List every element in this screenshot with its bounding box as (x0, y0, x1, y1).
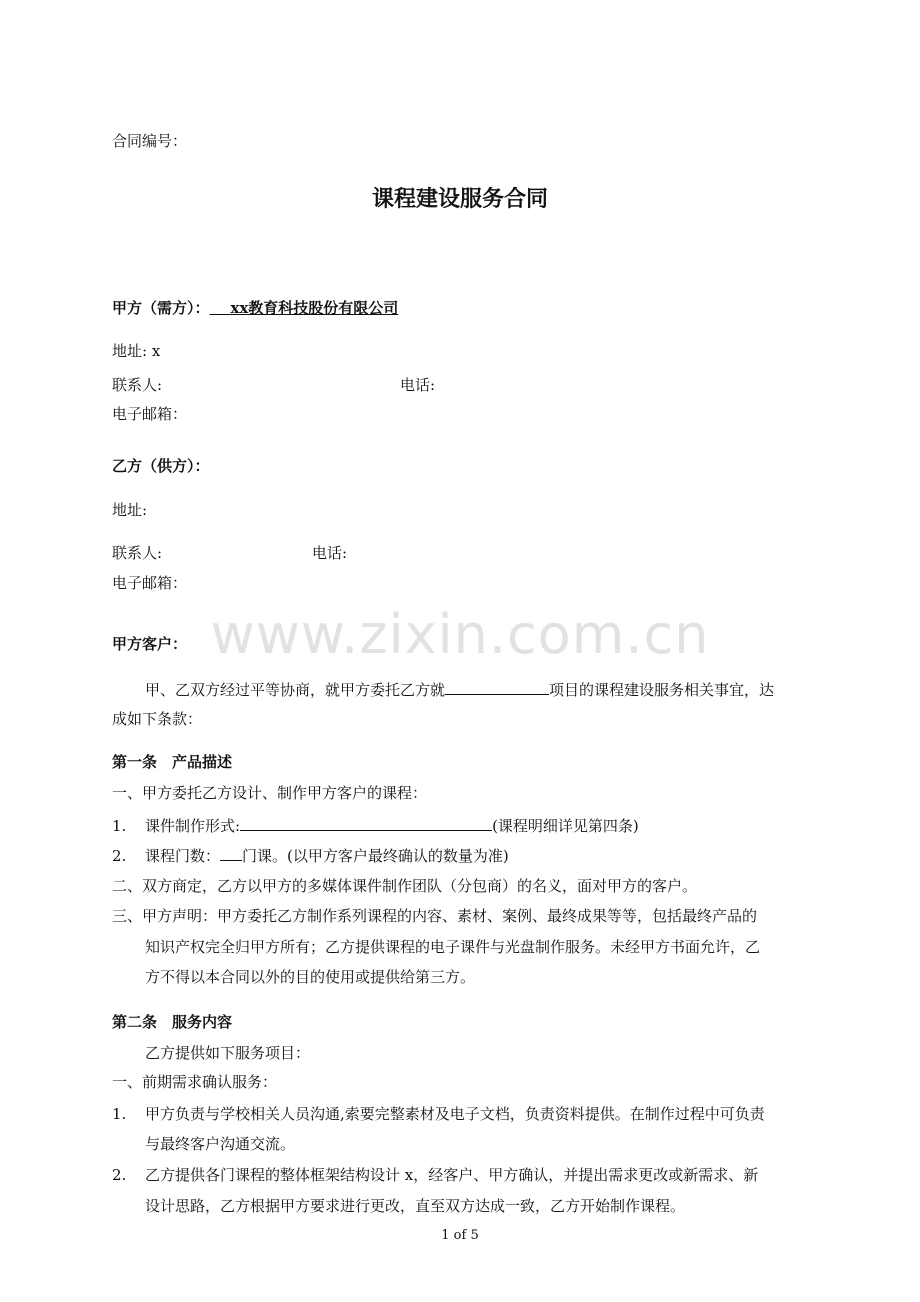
article1-section2: 二、双方商定，乙方以甲方的多媒体课件制作团队（分包商）的名义，面对甲方的客户。 (112, 877, 698, 895)
party-a-email: 电子邮箱： (112, 405, 188, 423)
party-a-address: 地址: x (112, 342, 161, 360)
party-a-name: xx教育科技股份有限公司 (230, 299, 399, 317)
intro-line-1: 甲、乙双方经过平等协商，就甲方委托乙方就 项目的课程建设服务相关事宜，达 (145, 681, 775, 699)
party-a-label: 甲方（需方）： (112, 299, 210, 317)
party-b-label: 乙方（供方）： (112, 457, 210, 475)
page-number: 1 of 5 (441, 1228, 479, 1243)
contract-number-label: 合同编号： (112, 132, 188, 150)
party-a-line (112, 298, 398, 318)
article2-section1: 一、前期需求确认服务： (112, 1073, 278, 1091)
article1-section1: 一、甲方委托乙方设计、制作甲方客户的课程： (112, 784, 428, 802)
article1-heading: 第一条 产品描述 (112, 753, 233, 771)
page-title: 课程建设服务合同 (371, 186, 548, 212)
course-form-blank (240, 815, 492, 831)
article1-section3-line3: 方不得以本合同以外的目的使用或提供给第三方。 (145, 968, 476, 986)
party-b-phone: 电话: (312, 544, 348, 562)
article2-item1-line2: 与最终客户沟通交流。 (145, 1135, 296, 1153)
course-count-blank (220, 845, 242, 861)
party-b-contact: 联系人: (112, 544, 163, 562)
party-b-email: 电子邮箱： (112, 574, 188, 592)
party-a-phone: 电话: (400, 376, 436, 394)
article1-item1: 1. 课件制作形式: (课程明细详见第四条) (112, 817, 639, 835)
article1-section3-line1: 三、甲方声明：甲方委托乙方制作系列课程的内容、素材、案例、最终成果等等，包括最终产品的 (112, 907, 758, 925)
article2-item2-line1: 2. 乙方提供各门课程的整体框架结构设计 x，经客户、甲方确认，并提出需求更改或新需求、新 (112, 1166, 759, 1184)
article2-intro: 乙方提供如下服务项目： (145, 1044, 311, 1062)
article1-section3-line2: 知识产权完全归甲方所有；乙方提供课程的电子课件与光盘制作服务。未经甲方书面允许，乙 (145, 938, 761, 956)
article2-item2-line2: 设计思路，乙方根据甲方要求进行更改，直至双方达成一致，乙方开始制作课程。 (145, 1197, 686, 1215)
project-name-blank (445, 679, 549, 695)
client-label: 甲方客户： (112, 635, 188, 653)
intro-line-2: 成如下条款： (112, 710, 203, 728)
watermark: www.zixin.com.cn (210, 603, 710, 666)
party-a-contact: 联系人: (112, 376, 163, 394)
article2-item1-line1: 1. 甲方负责与学校相关人员沟通,索要完整素材及电子文档，负责资料提供。在制作过程中可负责 (112, 1105, 765, 1123)
party-b-address: 地址: (112, 501, 148, 519)
article1-item2: 2. 课程门数： 门课。(以甲方客户最终确认的数量为准) (112, 847, 509, 865)
article2-heading: 第二条 服务内容 (112, 1013, 233, 1031)
